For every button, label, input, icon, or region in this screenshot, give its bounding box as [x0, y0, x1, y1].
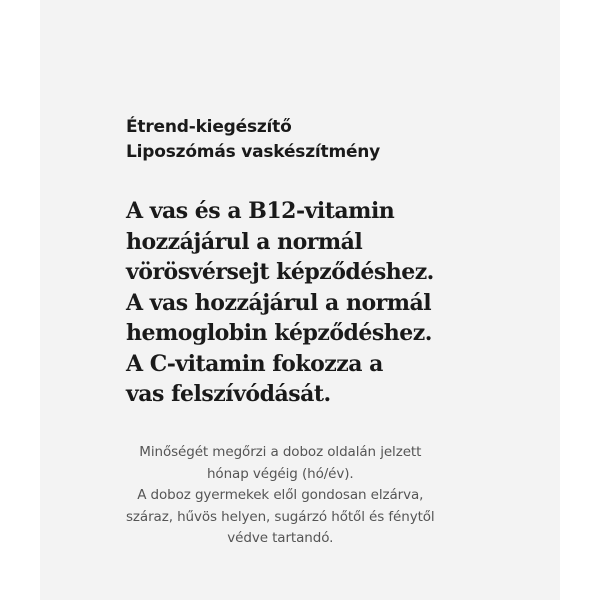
- storage-line: A doboz gyermekek elől gondosan elzárva,: [137, 487, 424, 503]
- claim-line: vas felszívódását.: [126, 381, 331, 407]
- storage-line: hónap végéig (hó/év).: [206, 465, 354, 482]
- claim-line: hemoglobin képződéshez.: [126, 320, 432, 346]
- storage-line: Minőségét megőrzi a doboz oldalán jelzett: [139, 444, 422, 460]
- claim-line: hozzájárul a normál: [126, 228, 363, 255]
- storage-instructions: [126, 442, 435, 550]
- product-name: Liposzómás vaskészítmény: [126, 142, 381, 162]
- claim-line: A vas hozzájárul a normál: [126, 289, 432, 316]
- product-header: [126, 115, 380, 165]
- claim-line: vörösvérsejt képződéshez.: [126, 259, 434, 285]
- storage-line: védve tartandó.: [227, 530, 334, 546]
- product-category: Étrend-kiegészítő: [126, 117, 292, 137]
- storage-line: száraz, hűvös helyen, sugárzó hőtől és fénytől: [126, 508, 435, 525]
- claim-line: A vas és a B12-vitamin: [126, 198, 395, 224]
- health-claims: [126, 196, 434, 410]
- claim-line: A C-vitamin fokozza a: [126, 350, 383, 377]
